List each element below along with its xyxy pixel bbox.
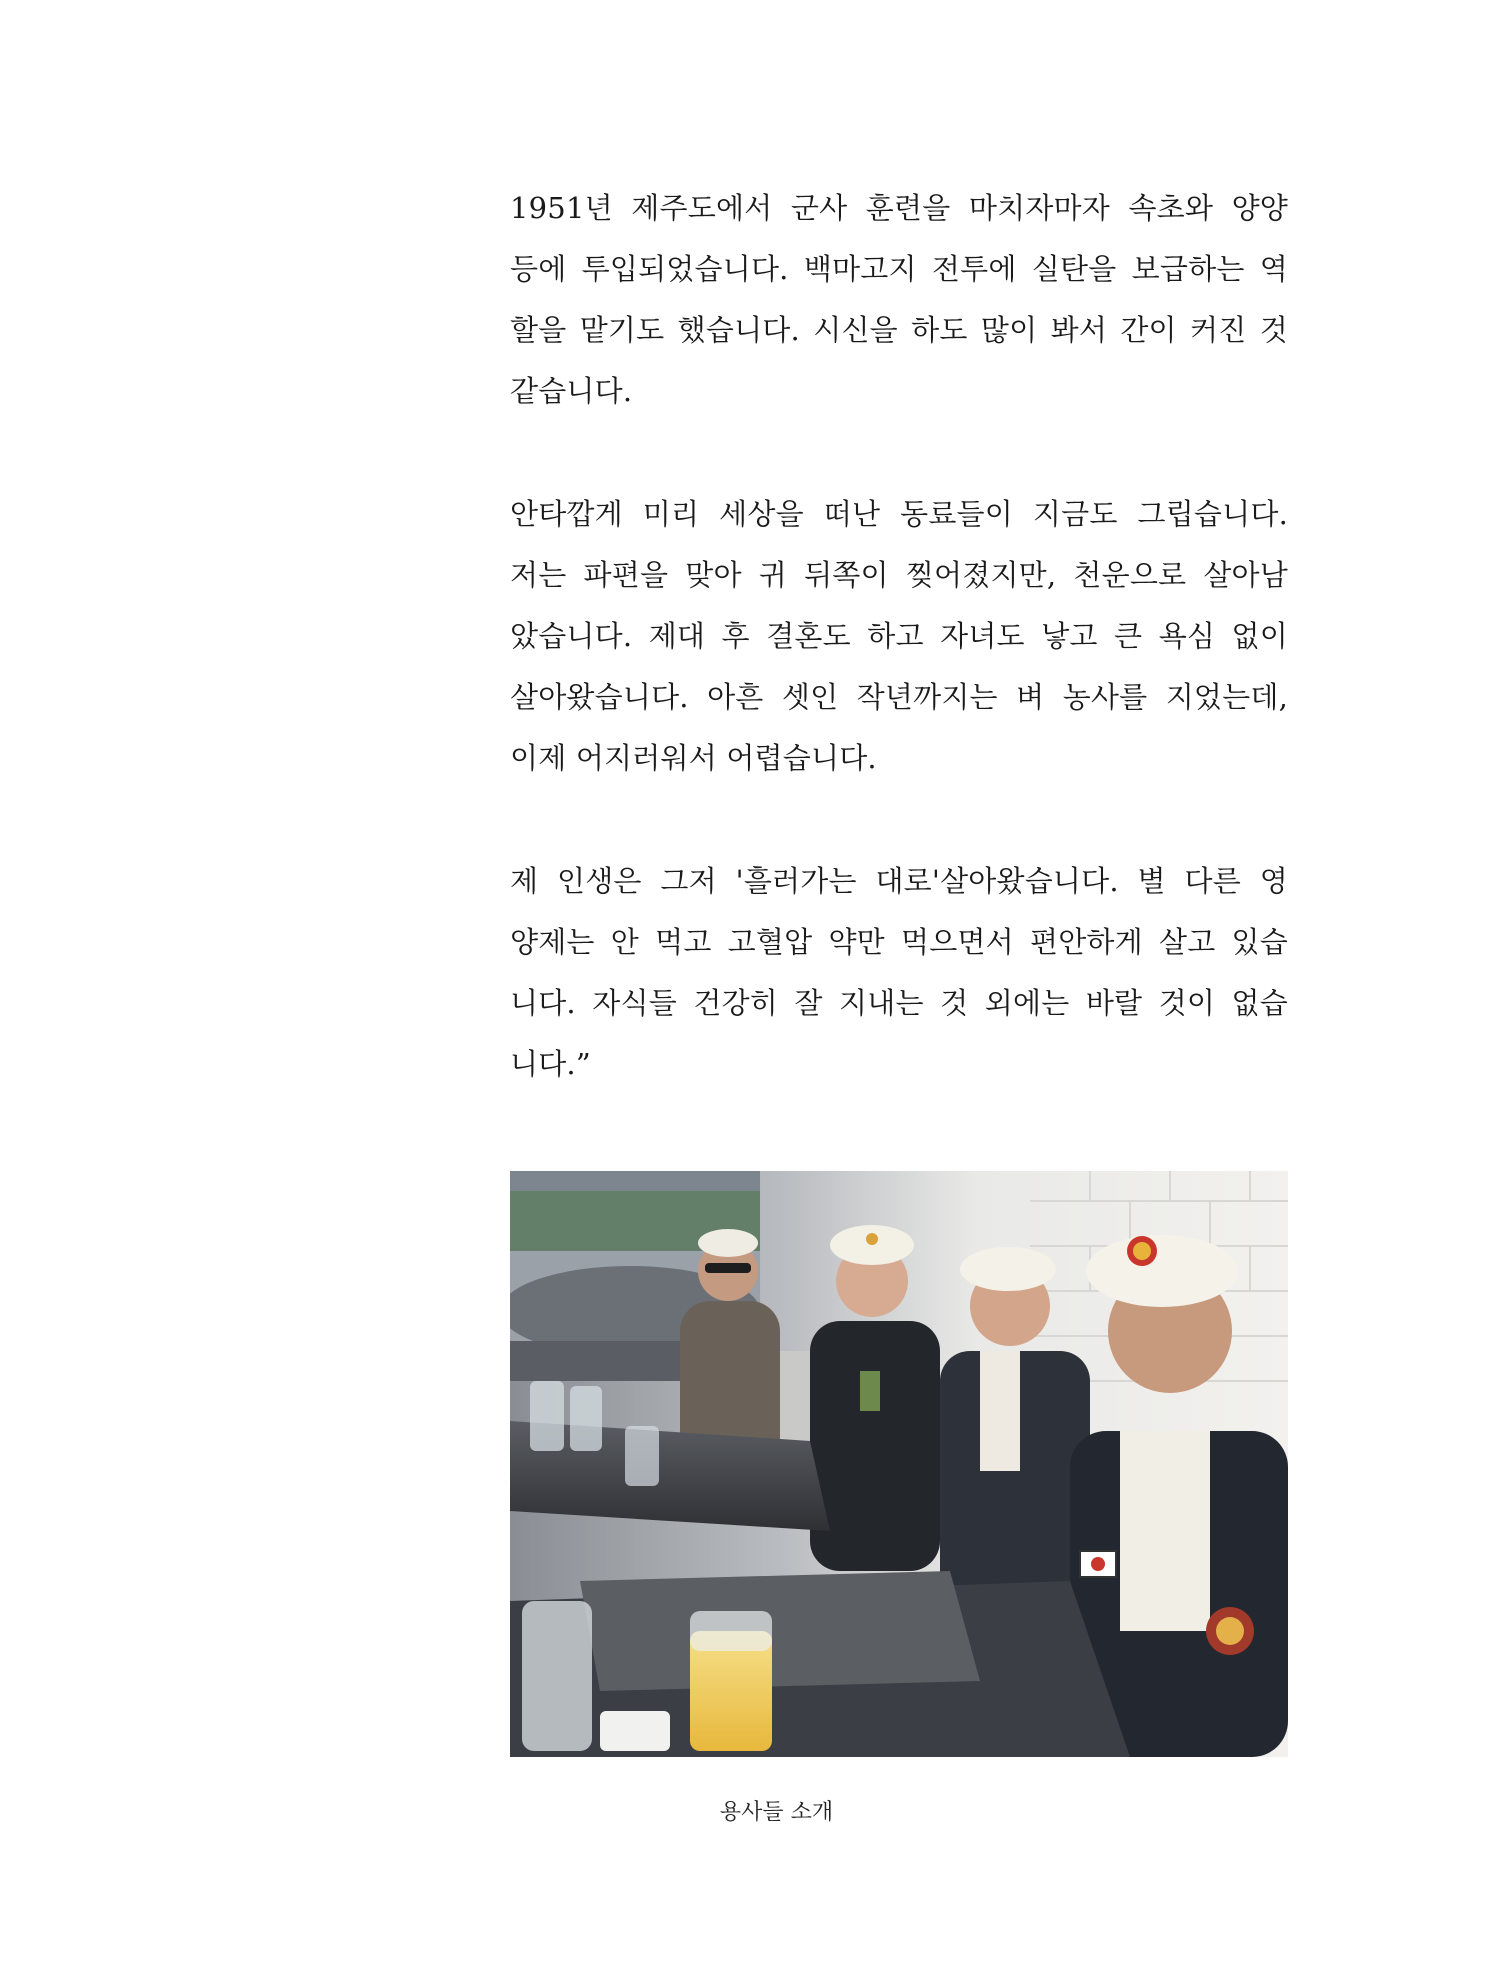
paragraph-3 [510, 851, 1288, 1095]
paragraph-line: 니다. 자식들 건강히 잘 지내는 것 외에는 바랄 것이 없습 [510, 986, 1288, 1020]
paragraph-line: 살아왔습니다. 아흔 셋인 작년까지는 벼 농사를 지었는데, [510, 680, 1288, 714]
photo-caption: 용사들 소개 [719, 1800, 834, 1825]
paragraph-line: 등에 투입되었습니다. 백마고지 전투에 실탄을 보급하는 역 [510, 252, 1288, 286]
article-body [510, 178, 1288, 1157]
veterans-photo-illustration [510, 1171, 1288, 1757]
paragraph-2 [510, 484, 1288, 789]
paragraph-line: 안타깝게 미리 세상을 떠난 동료들이 지금도 그립습니다. [510, 497, 1288, 531]
paragraph-line: 저는 파편을 맞아 귀 뒤쪽이 찢어졌지만, 천운으로 살아남 [510, 558, 1288, 592]
paragraph-line: 양제는 안 먹고 고혈압 약만 먹으면서 편안하게 살고 있습 [510, 925, 1288, 959]
paragraph-line: 같습니다. [510, 374, 633, 408]
paragraph-line: 았습니다. 제대 후 결혼도 하고 자녀도 낳고 큰 욕심 없이 [510, 619, 1288, 653]
paragraph-line: 할을 맡기도 했습니다. 시신을 하도 많이 봐서 간이 커진 것 [510, 313, 1288, 347]
veterans-photo [510, 1171, 1288, 1757]
paragraph-line: 니다.” [510, 1047, 591, 1081]
paragraph-line: 1951년 제주도에서 군사 훈련을 마치자마자 속초와 양양 [510, 191, 1288, 225]
paragraph-line: 이제 어지러워서 어렵습니다. [510, 741, 877, 775]
paragraph-1 [510, 178, 1288, 422]
paragraph-line: 제 인생은 그저 '흘러가는 대로'살아왔습니다. 별 다른 영 [510, 864, 1288, 898]
